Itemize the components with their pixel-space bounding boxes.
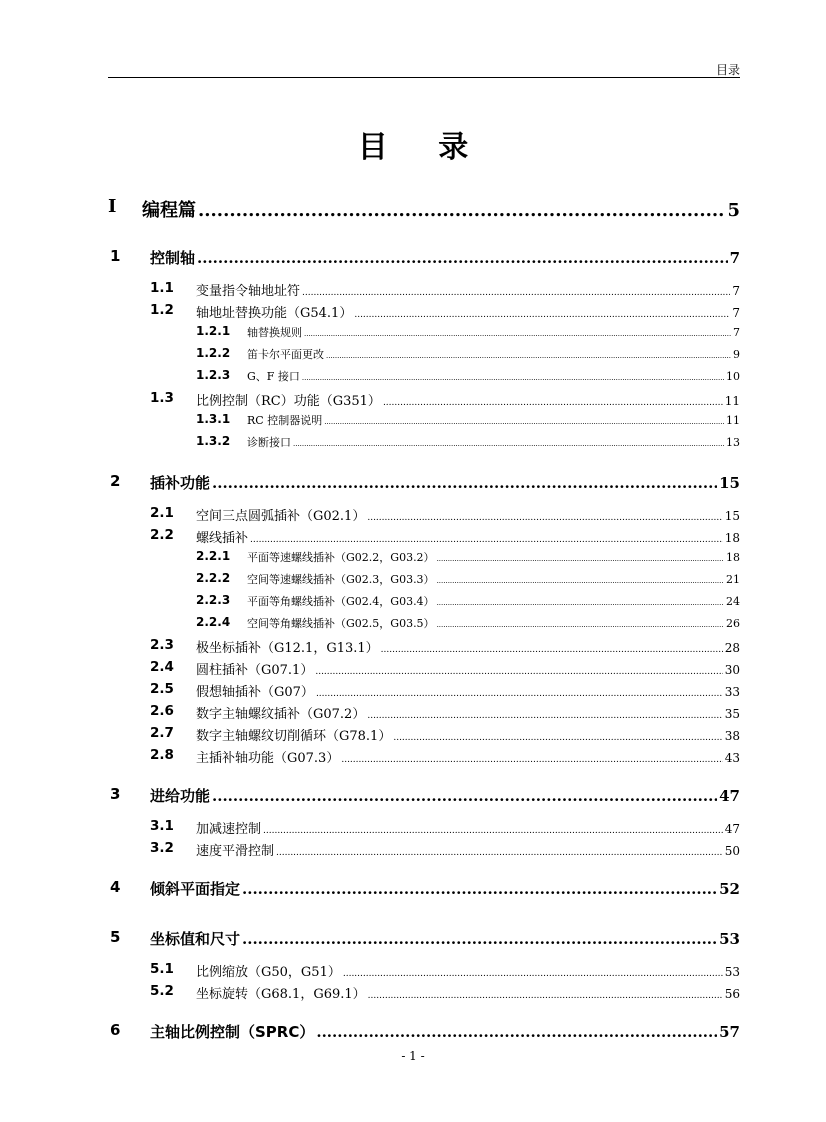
toc-dot-leader (316, 689, 723, 699)
toc-entry-label: 比例控制（RC）功能（G351） (196, 394, 381, 409)
toc-entry-page: 13 (726, 436, 740, 449)
toc-entry-number: 3.1 (150, 818, 174, 834)
toc-dot-leader (393, 733, 722, 743)
toc-entry-page: 38 (724, 729, 740, 743)
toc-dot-leader (212, 787, 717, 805)
toc-entry-number: I (108, 196, 117, 217)
toc-entry-number: 2.5 (150, 681, 174, 697)
toc-entry-label: 极坐标插补（G12.1，G13.1） (196, 641, 379, 656)
toc-entry-page: 43 (724, 751, 740, 765)
toc-entry-number: 1.3.2 (196, 434, 231, 448)
toc-dot-leader (304, 330, 731, 338)
toc-dot-leader (302, 288, 730, 298)
toc-entry-page: 7 (729, 249, 740, 267)
toc-entry-page: 7 (732, 284, 740, 298)
toc-entry-page: 9 (733, 348, 740, 361)
toc-entry-label: 笛卡尔平面更改 (247, 348, 324, 361)
toc-entry-label: 轴替换规则 (247, 326, 302, 339)
toc-entry-number: 2 (110, 472, 121, 490)
toc-entry-label: 空间等角螺线插补（G02.5，G03.5） (247, 617, 435, 630)
toc-entry-number: 2.2.4 (196, 615, 231, 629)
toc-dot-leader (263, 826, 723, 836)
toc-entry-label: 倾斜平面指定 (150, 880, 241, 898)
toc-entry-page: 5 (727, 200, 740, 221)
toc-entry-label: 主轴比例控制（SPRC） (150, 1023, 315, 1041)
toc-entry-page: 24 (726, 595, 740, 608)
toc-entry-page: 30 (724, 663, 740, 677)
running-header: 目录 (715, 63, 740, 77)
toc-entry-label: 空间等速螺线插补（G02.3，G03.3） (247, 573, 435, 586)
toc-entry-page: 26 (726, 617, 740, 630)
toc-entry-number: 1.3.1 (196, 412, 231, 426)
toc-entry-page: 15 (724, 509, 740, 523)
toc-entry-label: 空间三点圆弧插补（G02.1） (196, 509, 366, 524)
toc-entry-label: 进给功能 (150, 787, 211, 805)
header-rule (108, 77, 740, 78)
page-title: 目 录 (357, 130, 489, 165)
toc-entry-page: 35 (724, 707, 740, 721)
toc-entry-number: 2.2.3 (196, 593, 231, 607)
toc-dot-leader (437, 577, 724, 585)
toc-dot-leader (367, 711, 722, 721)
toc-dot-leader (354, 310, 730, 320)
toc-dot-leader (316, 1023, 717, 1041)
toc-entry-number: 2.1 (150, 505, 174, 521)
toc-entry-page: 18 (726, 551, 740, 564)
toc-entry-page: 11 (724, 394, 740, 408)
toc-entry-number: 1.2.1 (196, 324, 231, 338)
toc-entry-label: 数字主轴螺纹插补（G07.2） (196, 707, 366, 722)
toc-entry-page: 50 (724, 844, 740, 858)
toc-entry-label: 主插补轴功能（G07.3） (196, 751, 340, 766)
toc-dot-leader (242, 930, 717, 948)
toc-entry-number: 1.2.3 (196, 368, 231, 382)
toc-entry-number: 1.2.2 (196, 346, 231, 360)
toc-entry-page: 11 (726, 414, 740, 427)
toc-entry-label: G、F 接口 (247, 370, 300, 383)
toc-dot-leader (383, 398, 723, 408)
toc-entry-page: 53 (719, 930, 740, 948)
toc-dot-leader (302, 374, 724, 382)
toc-entry-page: 28 (724, 641, 740, 655)
toc-entry-number: 1.3 (150, 390, 174, 406)
toc-dot-leader (367, 513, 722, 523)
toc-entry-number: 3 (110, 785, 121, 803)
toc-dot-leader (212, 474, 717, 492)
toc-dot-leader (343, 969, 723, 979)
toc-dot-leader (315, 667, 722, 677)
toc-dot-leader (437, 621, 724, 629)
toc-entry-number: 3.2 (150, 840, 174, 856)
toc-entry-number: 4 (110, 878, 121, 896)
toc-entry-label: 诊断接口 (247, 436, 291, 449)
toc-dot-leader (250, 535, 723, 545)
toc-entry-label: 圆柱插补（G07.1） (196, 663, 314, 678)
toc-entry-label: 编程篇 (142, 200, 196, 221)
toc-entry-number: 2.4 (150, 659, 174, 675)
toc-entry-label: 坐标旋转（G68.1，G69.1） (196, 987, 366, 1002)
toc-entry-label: RC 控制器说明 (247, 414, 323, 427)
toc-entry-number: 2.2 (150, 527, 174, 543)
toc-entry-page: 53 (724, 965, 740, 979)
toc-entry-page: 56 (724, 987, 740, 1001)
toc-entry-label: 螺线插补 (196, 531, 249, 546)
toc-entry-number: 1.1 (150, 280, 174, 296)
toc-dot-leader (381, 645, 723, 655)
toc-dot-leader (197, 249, 728, 267)
toc-entry-page: 21 (726, 573, 740, 586)
toc-entry-label: 比例缩放（G50，G51） (196, 965, 341, 980)
toc-entry-label: 坐标值和尺寸 (150, 930, 241, 948)
toc-entry-number: 6 (110, 1021, 121, 1039)
toc-entry-label: 变量指令轴地址符 (196, 284, 301, 299)
toc-entry-page: 52 (719, 880, 740, 898)
toc-entry-number: 2.2.2 (196, 571, 231, 585)
toc-entry-label: 平面等速螺线插补（G02.2，G03.2） (247, 551, 435, 564)
toc-entry-number: 5.1 (150, 961, 174, 977)
toc-dot-leader (341, 755, 722, 765)
toc-entry-number: 5.2 (150, 983, 174, 999)
toc-entry-label: 轴地址替换功能（G54.1） (196, 306, 353, 321)
toc-entry-number: 2.6 (150, 703, 174, 719)
toc-entry-number: 2.3 (150, 637, 174, 653)
toc-entry-page: 10 (726, 370, 740, 383)
toc-entry-label: 数字主轴螺纹切削循环（G78.1） (196, 729, 392, 744)
toc-entry-page: 15 (719, 474, 740, 492)
toc-entry-number: 1 (110, 247, 121, 265)
toc-dot-leader (324, 418, 724, 426)
toc-entry-page: 47 (719, 787, 740, 805)
toc-dot-leader (326, 352, 731, 360)
toc-entry-page: 33 (724, 685, 740, 699)
toc-entry-label: 加减速控制 (196, 822, 262, 837)
toc-dot-leader (198, 200, 725, 221)
toc-entry-page: 7 (732, 306, 740, 320)
toc-entry-label: 平面等角螺线插补（G02.4，G03.4） (247, 595, 435, 608)
toc-entry-label: 假想轴插补（G07） (196, 685, 314, 700)
toc-entry-label: 插补功能 (150, 474, 211, 492)
toc-entry-number: 2.2.1 (196, 549, 231, 563)
toc-entry-number: 2.7 (150, 725, 174, 741)
toc-entry-page: 57 (719, 1023, 740, 1041)
toc-entry-page: 7 (733, 326, 740, 339)
toc-dot-leader (293, 440, 724, 448)
toc-entry-number: 1.2 (150, 302, 174, 318)
toc-entry-page: 47 (724, 822, 740, 836)
toc-entry-label: 速度平滑控制 (196, 844, 275, 859)
toc-dot-leader (276, 848, 723, 858)
toc-entry-number: 2.8 (150, 747, 174, 763)
toc-entry-label: 控制轴 (150, 249, 196, 267)
toc-dot-leader (437, 555, 724, 563)
toc-dot-leader (368, 991, 723, 1001)
toc-entry-number: 5 (110, 928, 121, 946)
page-number: - 1 - (401, 1049, 425, 1063)
toc-entry-page: 18 (724, 531, 740, 545)
toc-dot-leader (242, 880, 717, 898)
toc-dot-leader (437, 599, 724, 607)
